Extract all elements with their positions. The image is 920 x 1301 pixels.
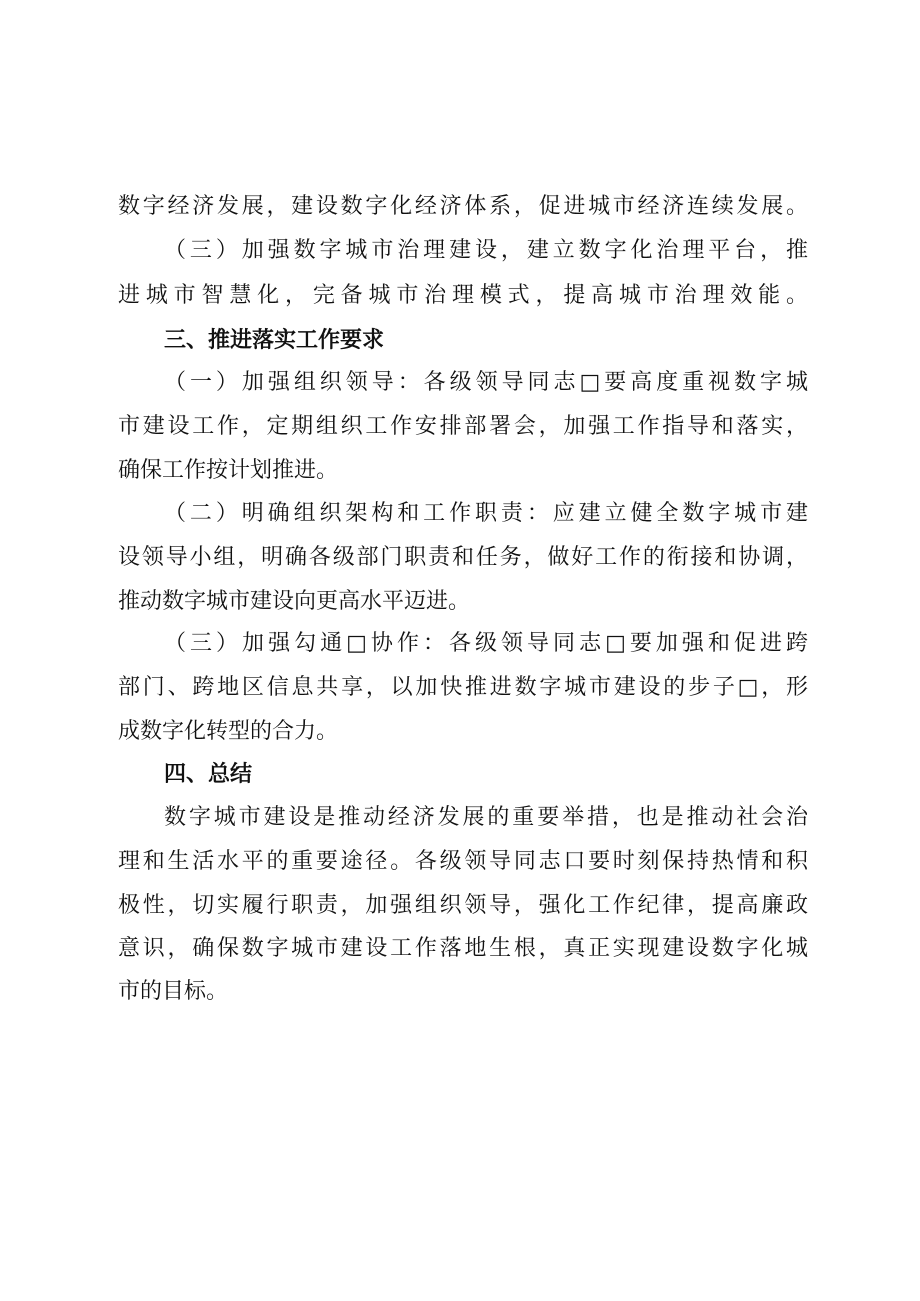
paragraph-line: 数字城市建设是推动经济发展的重要举措，也是推动社会治 (164, 805, 808, 830)
paragraph-line: 确保工作按计划推进。 (118, 458, 339, 483)
section-heading: 三、推进落实工作要求 (164, 328, 385, 353)
paragraph-line: 设领导小组，明确各级部门职责和任务，做好工作的衔接和协调， (118, 545, 808, 570)
section-heading: 四、总结 (164, 762, 253, 787)
paragraph-line: 推动数字城市建设向更高水平迈进。 (118, 589, 471, 614)
paragraph-line: 成数字化转型的合力。 (118, 719, 339, 744)
paragraph-line: 市的目标。 (118, 979, 229, 1004)
paragraph-line: （三）加强勾通□协作：各级领导同志□要加强和促进跨 (164, 631, 808, 656)
paragraph-line: 数字经济发展，建设数字化经济体系，促进城市经济连续发展。 (118, 194, 808, 219)
paragraph-line: 部门、跨地区信息共享，以加快推进数字城市建设的步子□，形 (118, 675, 808, 700)
paragraph-line: （二）明确组织架构和工作职责：应建立健全数字城市建 (164, 501, 808, 526)
paragraph-line: 进城市智慧化，完备城市治理模式，提高城市治理效能。 (118, 283, 808, 308)
paragraph-line: （三）加强数字城市治理建设，建立数字化治理平台，推 (164, 238, 808, 263)
paragraph-line: （一）加强组织领导：各级领导同志□要高度重视数字城 (164, 370, 808, 395)
paragraph-line: 理和生活水平的重要途径。各级领导同志口要时刻保持热情和积 (118, 849, 808, 874)
paragraph-line: 市建设工作，定期组织工作安排部署会，加强工作指导和落实， (118, 414, 808, 439)
paragraph-line: 意识，确保数字城市建设工作落地生根，真正实现建设数字化城 (118, 936, 808, 961)
paragraph-line: 极性，切实履行职责，加强组织领导，强化工作纪律，提高廉政 (118, 893, 808, 918)
